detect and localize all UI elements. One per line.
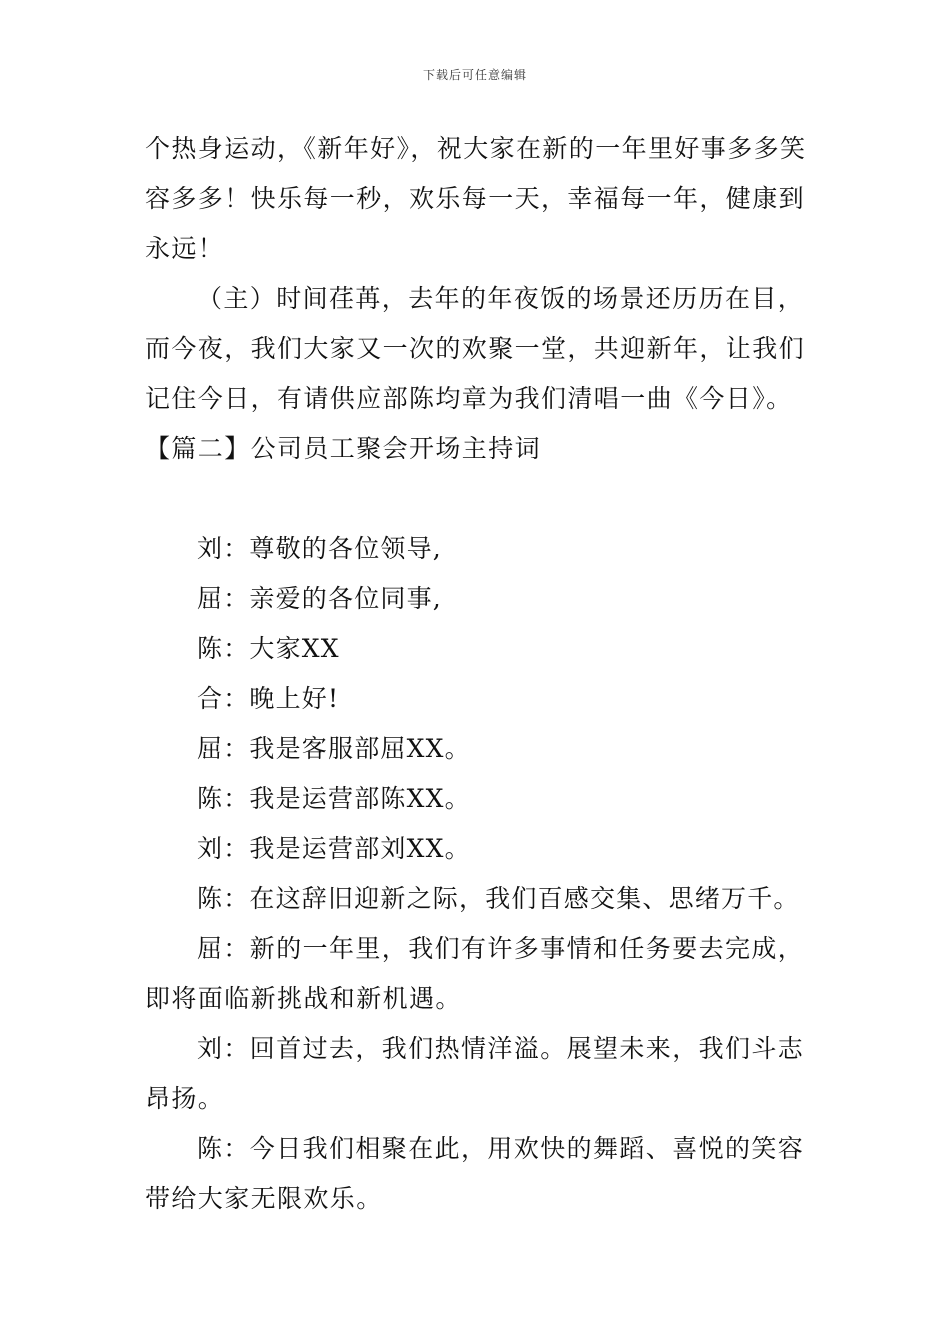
dialogue-line: 刘：我是运营部刘XX。 <box>197 834 471 863</box>
paragraph-5: 陈：今日我们相聚在此，用欢快的舞蹈、喜悦的笑容带给大家无限欢乐。 <box>145 1134 805 1213</box>
paragraph-3: 屈：新的一年里，我们有许多事情和任务要去完成，即将面临新挑战和新机遇。 <box>145 934 805 1013</box>
paragraph-2: （主）时间荏苒，去年的年夜饭的场景还历历在目，而今夜，我们大家又一次的欢聚一堂，共迎新年，让我们记住今日，有请供应部陈均章为我们清唱一曲《今日》。 <box>145 284 806 413</box>
page-header-note: 下载后可任意编辑 <box>422 68 527 82</box>
paragraph-1: 个热身运动，《新年好》，祝大家在新的一年里好事多多笑容多多！快乐每一秒，欢乐每一天，幸福每一年，健康到永远！ <box>145 134 807 263</box>
paragraph-4: 刘：回首过去，我们热情洋溢。展望未来，我们斗志昂扬。 <box>145 1034 805 1113</box>
dialogue-line: 刘：尊敬的各位领导, <box>197 534 442 563</box>
dialogue-line: 陈：在这辞旧迎新之际，我们百感交集、思绪万千。 <box>197 884 800 913</box>
dialogue-line: 陈：我是运营部陈XX。 <box>197 784 471 813</box>
dialogue-line: 陈：大家XX <box>197 634 340 663</box>
dialogue-line: 屈：亲爱的各位同事, <box>197 584 442 613</box>
dialogue-line: 屈：我是客服部屈XX。 <box>197 734 471 763</box>
section-heading: 【篇二】公司员工聚会开场主持词 <box>145 434 542 463</box>
dialogue-line: 合：晚上好! <box>197 684 340 713</box>
